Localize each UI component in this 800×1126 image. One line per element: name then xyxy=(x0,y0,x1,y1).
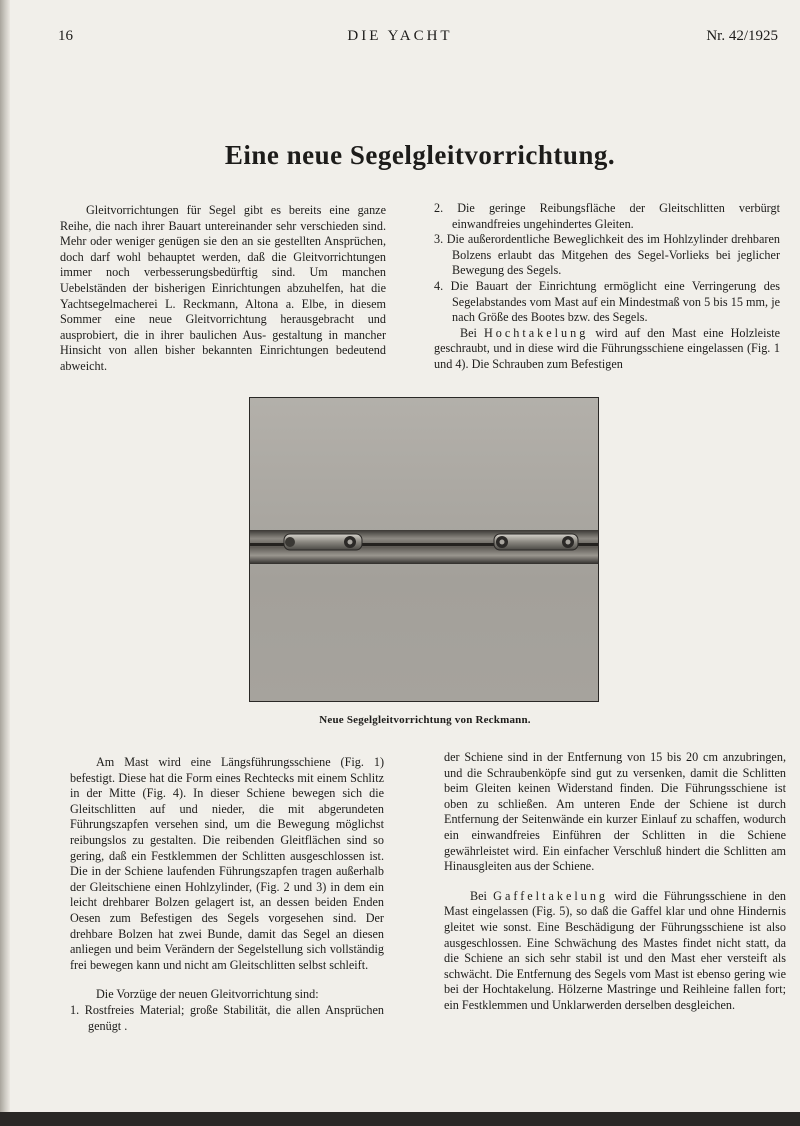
photo-figure xyxy=(249,397,599,702)
column-bottom-right xyxy=(444,750,786,1014)
column-top-right xyxy=(434,201,780,373)
advantages-heading: Die Vorzüge der neuen Gleitvorrichtung sind: xyxy=(96,987,319,1002)
article-title: Eine neue Segelgleitvorrichtung. xyxy=(224,140,616,170)
column-bottom-left xyxy=(70,755,384,1034)
list-item-1: 1. Rostfreies Material; große Stabilität, die allen Ansprüchen genügt . xyxy=(70,1002,384,1033)
journal-name: DIE YACHT xyxy=(347,28,453,44)
column-top-left xyxy=(60,203,386,375)
intro-paragraph: Gleitvorrichtungen für Segel gibt es bereits eine ganze Reihe, die nach ihrer Bauart untereinander sehr verschieden sind. Mehr oder weniger genügen sie den an sie gestellten Ansprüchen, doch darf wohl behauptet werden, daß die Gleitvorrichtungen immer noch verbesserungsbedürftig sind. Um manchen Uebelständen der bisherigen Einrichtungen abzuhelfen, hat die Yachtsegelmacherei L. Reckmann, Altona a. Elbe, in diesem Sommer eine neue Gleitvorrichtung herausgebracht und ausprobiert, die in ihrer baulichen Aus- gestaltung in mancher Hinsicht von allen bisher bekannten Einrichtungen bedeutend abweicht. xyxy=(60,203,387,373)
rail-photo-illustration xyxy=(250,398,598,701)
hochtakelung-paragraph: Bei Hochtakelung wird auf den Mast eine Holzleiste geschraubt, und in diese wird die Führungsschiene eingelassen (Fig. 1 und 4). Die Schrauben zum Befestigen xyxy=(434,325,780,371)
list-item-4: 4. Die Bauart der Einrichtung ermöglicht eine Verringerung des Segelabstandes vom Mast auf ein Mindestmaß von 5 bis 15 mm, je nach Größe des Bootes bzw. des Segels. xyxy=(434,278,780,325)
slide-carriage-left xyxy=(284,534,362,550)
mounting-paragraph: der Schiene sind in der Entfernung von 15 bis 20 cm anzubringen, und die Schraubenköpfe sind gut zu versenken, damit die Schlitten beim Gleiten keinen Widerstand finden. Die Führungsschiene ist oben zu schließen. Am unteren Ende der Schiene ist durch Entfernung der Seitenwände ein kurzer Einlauf zu schaffen, wodurch ein einwandfreies Einführen der Schlitten in die Schiene gewährleistet wird. Ein einfacher Verschluß hindert die Schlitten am Hinausgleiten aus der Schiene. xyxy=(444,750,786,874)
slide-carriage-right xyxy=(494,534,578,550)
scan-bottom-edge xyxy=(0,1112,800,1126)
page-number: 16 xyxy=(58,28,73,44)
list-item-2: 2. Die geringe Reibungsfläche der Gleitschlitten verbürgt einwandfreies ungehindertes Gleiten. xyxy=(434,201,780,231)
list-item-3: 3. Die außerordentliche Beweglichkeit des im Hohlzylinder drehbaren Bolzens erlaubt das Mitgehen des Segel-Vorlieks bei jeglicher Bewegung des Segels. xyxy=(434,232,780,278)
rail-description-paragraph: Am Mast wird eine Längsführungsschiene (Fig. 1) befestigt. Diese hat die Form eines Rechtecks mit einem Schlitz in der Mitte (Fig. 4). In dieser Schiene bewegen sich die Gleitschlitten auf und nieder, die mit abgerundeten Führungszapfen versehen sind, um die Bewegung möglichst reibungslos zu gestalten. Die reibenden Gleitflächen sind so gering, daß ein Festklemmen der Schlitten ausgeschlossen ist. Die in der Schiene laufenden Führungszapfen tragen außerhalb der Gleitschiene einen Hohlzylinder, (Fig. 2 und 3) in dem ein leicht drehbarer Bolzen gelagert ist, an dessen beiden Enden Oesen zum Befestigen des Segels vorgesehen sind. Der drehbare Bolzen hat zwei Bunde, damit das Segel an diesen anliegen und beim Verändern der Segelstellung sich vollständig frei bewegen kann und nicht am Gleitschlitten selbst schleift. xyxy=(70,755,384,972)
figure-caption: Neue Segelgleitvorrichtung von Reckmann. xyxy=(319,714,531,726)
gaffeltakelung-paragraph: Bei Gaffeltakelung wird die Führungsschiene in den Mast eingelassen (Fig. 5), so daß die Gaffel klar und ohne Hindernis gleitet wie sonst. Eine Beschädigung der Führungsschiene ist also ausgeschlossen. Eine Schwächung des Mastes findet nicht statt, da die Schiene an sich sehr stabil ist und den Mast eher versteift als schwächt. Die Entfernung des Segels vom Mast ist ebenso gering wie bei der Hochtakelung. Hölzerne Mastringe und Reihleine fallen fort; ein Festklemmen und Unklarwerden derselben desgleichen. xyxy=(444,888,787,1012)
issue-number: Nr. 42/1925 xyxy=(706,28,778,44)
